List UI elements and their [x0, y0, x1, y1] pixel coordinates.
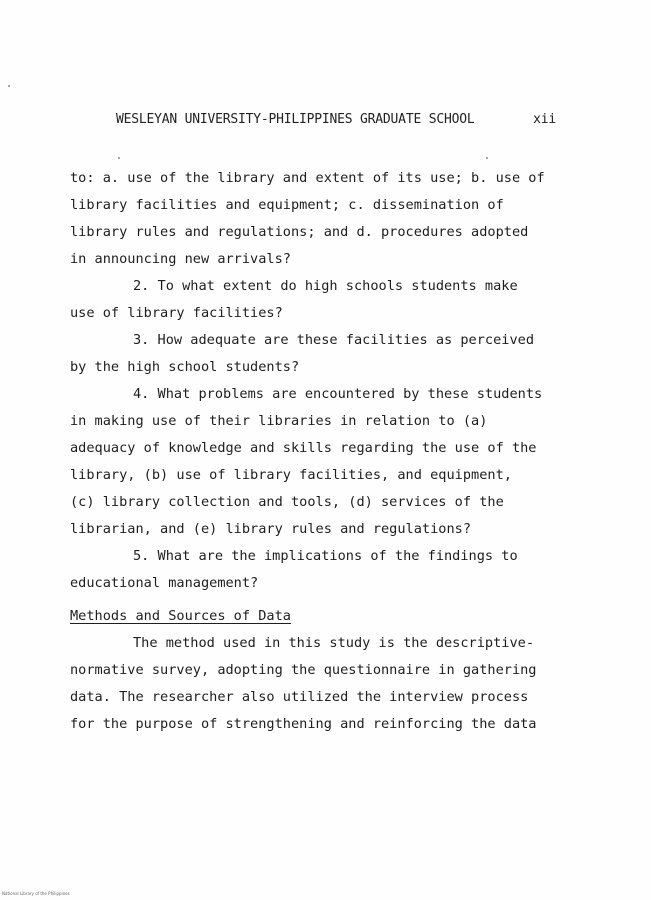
scan-footer-mark: National Library of the Philippines: [2, 891, 70, 896]
text-line: to: a. use of the library and extent of its use; b. use of: [70, 170, 545, 186]
running-header: [116, 112, 556, 127]
text-line: library, (b) use of library facilities, and equipment,: [70, 467, 512, 483]
question-5: 5. What are the implications of the findings to: [133, 548, 518, 564]
text-line: educational management?: [70, 575, 259, 591]
text-line: in announcing new arrivals?: [70, 251, 291, 267]
question-3: 3. How adequate are these facilities as perceived: [133, 332, 535, 348]
text-line: library rules and regulations; and d. procedures adopted: [70, 224, 529, 240]
question-4: 4. What problems are encountered by these students: [133, 386, 543, 402]
header-institution: WESLEYAN UNIVERSITY-PHILIPPINES GRADUATE SCHOOL: [116, 112, 475, 127]
scan-speck: [118, 157, 120, 159]
scan-speck: [486, 157, 488, 159]
text-line: normative survey, adopting the questionnaire in gathering: [70, 662, 537, 678]
text-line: adequacy of knowledge and skills regarding the use of the: [70, 440, 537, 456]
text-line: by the high school students?: [70, 359, 300, 375]
question-2: 2. To what extent do high schools students make: [133, 278, 518, 294]
section-heading: Methods and Sources of Data: [70, 608, 291, 624]
text-line: librarian, and (e) library rules and regulations?: [70, 521, 472, 537]
text-line: data. The researcher also utilized the interview process: [70, 689, 529, 705]
text-line: use of library facilities?: [70, 305, 283, 321]
text-line: library facilities and equipment; c. dissemination of: [70, 197, 504, 213]
body-text: [70, 165, 570, 738]
text-line: The method used in this study is the descriptive-: [133, 635, 535, 651]
text-line: in making use of their libraries in relation to (a): [70, 413, 488, 429]
page-number: xii: [533, 112, 556, 127]
scan-speck: [8, 85, 10, 87]
section-heading-line: [70, 603, 570, 630]
text-line: (c) library collection and tools, (d) services of the: [70, 494, 504, 510]
text-line: for the purpose of strengthening and reinforcing the data: [70, 716, 537, 732]
